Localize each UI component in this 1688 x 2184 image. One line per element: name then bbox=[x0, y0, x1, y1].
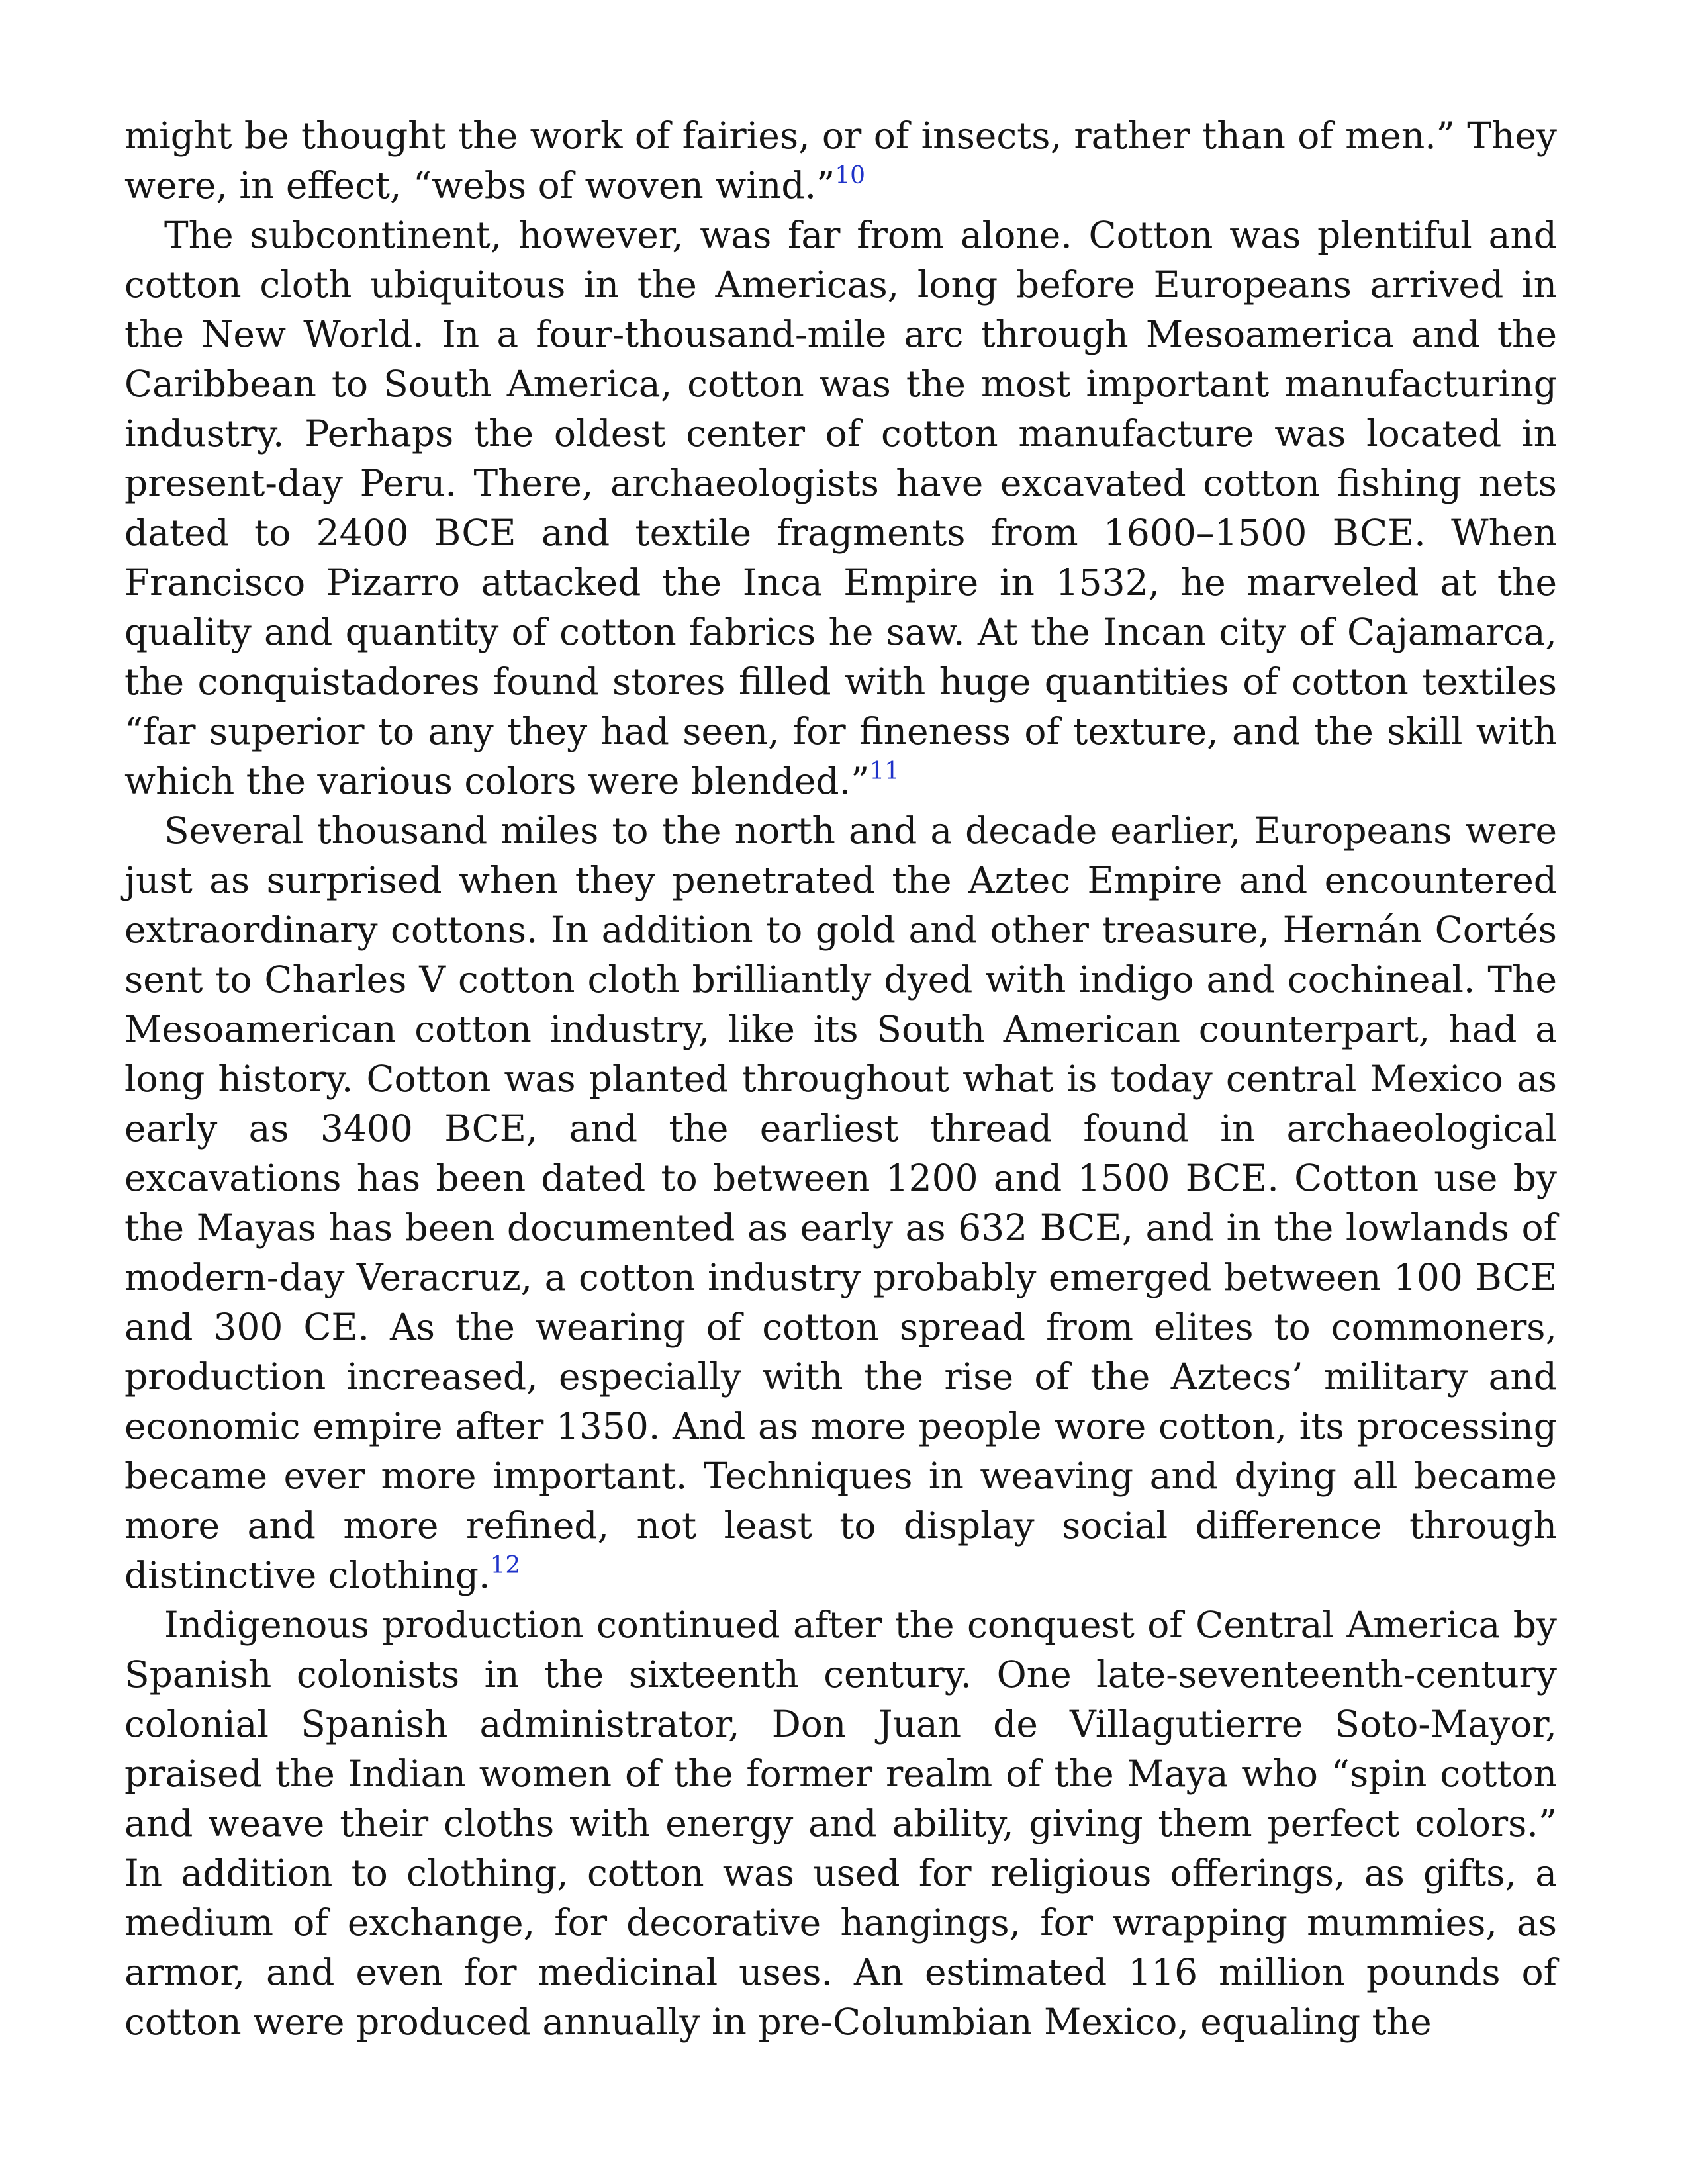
footnote-link-10[interactable]: 10 bbox=[835, 162, 866, 189]
paragraph-text: Indigenous production continued after the conquest of Central America by Spanish colonists in the sixteenth century. One late-seventeenth-century colonial Spanish administrator, Don Juan de Villagutierre Soto-Mayor, praised the Indian women of the former realm of the Maya who “spin cotton and weave their cloths with energy and ability, giving them perfect colors.” In addition to clothing, cotton was used for religious offerings, as gifts, a medium of exchange, for decorative hangings, for wrapping mummies, as armor, and even for medicinal uses. An estimated 116 million pounds of cotton were produced annually in pre-Columbian Mexico, equaling the bbox=[124, 1604, 1557, 2043]
paragraph-aztec-cotton bbox=[124, 806, 1557, 1600]
paragraph-text: might be thought the work of fairies, or of insects, rather than of men.” They were, in effect, “webs of woven wind.” bbox=[124, 114, 1557, 206]
paragraph-continued bbox=[124, 111, 1557, 210]
book-page bbox=[124, 111, 1557, 2047]
paragraph-indigenous-production bbox=[124, 1600, 1557, 2047]
paragraph-text: The subcontinent, however, was far from alone. Cotton was plentiful and cotton cloth ubiquitous in the Americas, long before Europeans arrived in the New World. In a four-thousand-mile arc through Mesoamerica and the Caribbean to South America, cotton was the most important manufacturing industry. Perhaps the oldest center of cotton manufacture was located in present-day Peru. There, archaeologists have excavated cotton fishing nets dated to 2400 BCE and textile fragments from 1600–1500 BCE. When Francisco Pizarro attacked the Inca Empire in 1532, he marveled at the quality and quantity of cotton fabrics he saw. At the Incan city of Cajamarca, the conquistadores found stores filled with huge quantities of cotton textiles “far superior to any they had seen, for fineness of texture, and the skill with which the various colors were blended.” bbox=[124, 214, 1557, 802]
paragraph-americas-cotton bbox=[124, 210, 1557, 806]
footnote-link-12[interactable]: 12 bbox=[490, 1552, 521, 1579]
footnote-link-11[interactable]: 11 bbox=[869, 758, 900, 785]
paragraph-text: Several thousand miles to the north and a decade earlier, Europeans were just as surprised when they penetrated the Aztec Empire and encountered extraordinary cottons. In addition to gold and other treasure, Hernán Cortés sent to Charles V cotton cloth brilliantly dyed with indigo and cochineal. The Mesoamerican cotton industry, like its South American counterpart, had a long history. Cotton was planted throughout what is today central Mexico as early as 3400 BCE, and the earliest thread found in archaeological excavations has been dated to between 1200 and 1500 BCE. Cotton use by the Mayas has been documented as early as 632 BCE, and in the lowlands of modern-day Veracruz, a cotton industry probably emerged between 100 BCE and 300 CE. As the wearing of cotton spread from elites to commoners, production increased, especially with the rise of the Aztecs’ military and economic empire after 1350. And as more people wore cotton, its processing became ever more important. Techniques in weaving and dying all became more and more refined, not least to display social difference through distinctive clothing. bbox=[124, 809, 1557, 1596]
